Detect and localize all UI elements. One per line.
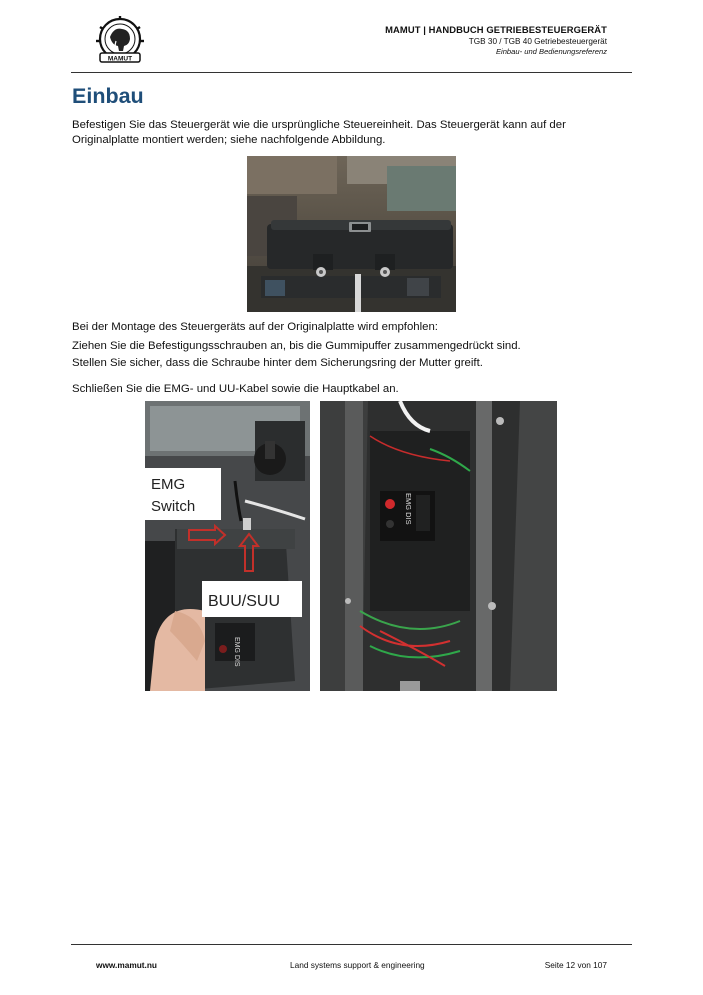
header-divider <box>71 72 632 73</box>
recommendation-2: Stellen Sie sicher, dass die Schraube hinter dem Sicherungsring der Mutter greift. <box>72 357 483 369</box>
recommendation-1: Ziehen Sie die Befestigungsschrauben an, bis die Gummipuffer zusammengedrückt sind. <box>72 340 521 352</box>
svg-text:EMG DIS: EMG DIS <box>404 493 413 525</box>
svg-text:MAMUT: MAMUT <box>107 55 133 63</box>
cable-photo-right <box>320 401 557 691</box>
svg-text:BUU/SUU: BUU/SUU <box>208 593 281 610</box>
footer-website-link[interactable]: www.mamut.nu <box>96 960 157 970</box>
mounting-photo <box>247 156 456 312</box>
footer-tagline: Land systems support & engineering <box>290 960 425 970</box>
cable-photo-left <box>145 401 310 691</box>
mamut-logo <box>92 15 148 65</box>
svg-text:Switch: Switch <box>151 498 196 515</box>
svg-text:EMG: EMG <box>151 476 186 493</box>
header-subtitle: TGB 30 / TGB 40 Getriebesteuergerät <box>468 37 607 46</box>
svg-text:EMG DIS: EMG DIS <box>233 637 240 667</box>
footer-divider <box>71 944 632 945</box>
section-title: Einbau <box>72 84 144 108</box>
page-header <box>385 24 607 56</box>
header-title: MAMUT | HANDBUCH GETRIEBESTEUERGERÄT <box>385 24 607 35</box>
intro-line-2: Originalplatte montiert werden; siehe nachfolgende Abbildung. <box>72 134 386 146</box>
header-subtitle-italic: Einbau- und Bedienungsreferenz <box>495 47 607 56</box>
cable-instruction: Schließen Sie die EMG- und UU-Kabel sowie die Hauptkabel an. <box>72 383 399 395</box>
intro-line-1: Befestigen Sie das Steuergerät wie die ursprüngliche Steuereinheit. Das Steuergerät kann auf der <box>72 119 566 131</box>
recommendation-intro: Bei der Montage des Steuergeräts auf der Originalplatte wird empfohlen: <box>72 321 438 333</box>
footer-page-number: Seite 12 von 107 <box>544 960 607 970</box>
